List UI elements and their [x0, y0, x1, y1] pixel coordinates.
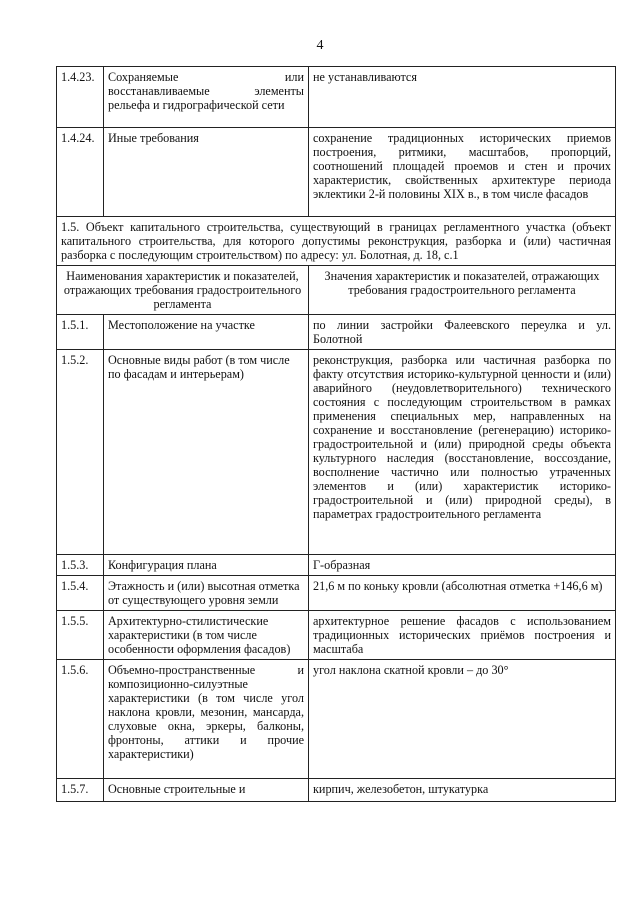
row-value: 21,6 м по коньку кровли (абсолютная отметка +146,6 м) [309, 576, 616, 611]
table-row [57, 660, 616, 779]
row-value: архитектурное решение фасадов с использованием традиционных исторических приёмов построения и масштаба [309, 611, 616, 660]
header-row [57, 266, 616, 315]
table-row [57, 315, 616, 350]
row-name: Конфигурация плана [104, 555, 309, 576]
row-name: Объемно-пространственные и композиционно-силуэтные характеристики (в том числе угол наклона кровли, мезонин, мансарда, слуховые окна, эркеры, балконы, фронтоны, аттики и прочие характеристики) [104, 660, 309, 779]
section-heading: 1.5. Объект капитального строительства, существующий в границах регламентного участка (объект капитального строительства, для которого допустимы реконструкция, разборка и (или) частичная разборка с последующим строительством) по адресу: ул. Болотная, д. 18, с.1 [57, 217, 616, 266]
row-number: 1.5.4. [57, 576, 104, 611]
table-row [57, 576, 616, 611]
row-value: Г-образная [309, 555, 616, 576]
row-number: 1.5.3. [57, 555, 104, 576]
row-number: 1.4.24. [57, 128, 104, 217]
section-heading-row [57, 217, 616, 266]
column-header-left: Наименования характеристик и показателей, отражающих требования градостроительного регламента [57, 266, 309, 315]
row-name: Сохраняемые или восстанавливаемые элементы рельефа и гидрографической сети [104, 67, 309, 128]
row-number: 1.5.6. [57, 660, 104, 779]
column-header-right: Значения характеристик и показателей, отражающих требования градостроительного регламента [309, 266, 616, 315]
table-row [57, 67, 616, 128]
page-number: 4 [316, 38, 324, 53]
row-name: Иные требования [104, 128, 309, 217]
regulation-table [56, 66, 616, 802]
row-name: Основные виды работ (в том числе по фасадам и интерьерам) [104, 350, 309, 555]
row-number: 1.4.23. [57, 67, 104, 128]
table-row [57, 611, 616, 660]
row-value: не устанавливаются [309, 67, 616, 128]
row-value: кирпич, железобетон, штукатурка [309, 779, 616, 802]
row-number: 1.5.5. [57, 611, 104, 660]
table-row [57, 128, 616, 217]
row-name: Архитектурно-стилистические характеристики (в том числе особенности оформления фасадов) [104, 611, 309, 660]
row-number: 1.5.2. [57, 350, 104, 555]
row-name: Местоположение на участке [104, 315, 309, 350]
row-name: Этажность и (или) высотная отметка от существующего уровня земли [104, 576, 309, 611]
row-value: реконструкция, разборка или частичная разборка по факту отсутствия историко-культурной ценности и (или) аварийного (неудовлетворительного) технического состояния с последующим строительством в рамках применения специальных мер, направленных на сохранение и восстановление (регенерацию) историко-градостроительной и (или) природной среды объекта культурного наследия (восстановление, воссоздание, восполнение частично или полностью утраченных элементов и (или) характеристик историко-градостроительной и (или) природной среды), в параметрах градостроительного регламента [309, 350, 616, 555]
table-row [57, 350, 616, 555]
row-number: 1.5.1. [57, 315, 104, 350]
table-row [57, 555, 616, 576]
table-row [57, 779, 616, 802]
row-value: сохранение традиционных исторических приемов построения, ритмики, масштабов, пропорций, соотношений площадей проемов и стен и прочих характеристик, свойственных архитектуре периода эклектики 2-й половины XIX в., в том числе фасадов [309, 128, 616, 217]
row-value: по линии застройки Фалеевского переулка и ул. Болотной [309, 315, 616, 350]
row-value: угол наклона скатной кровли – до 30° [309, 660, 616, 779]
row-number: 1.5.7. [57, 779, 104, 802]
row-name: Основные строительные и [104, 779, 309, 802]
